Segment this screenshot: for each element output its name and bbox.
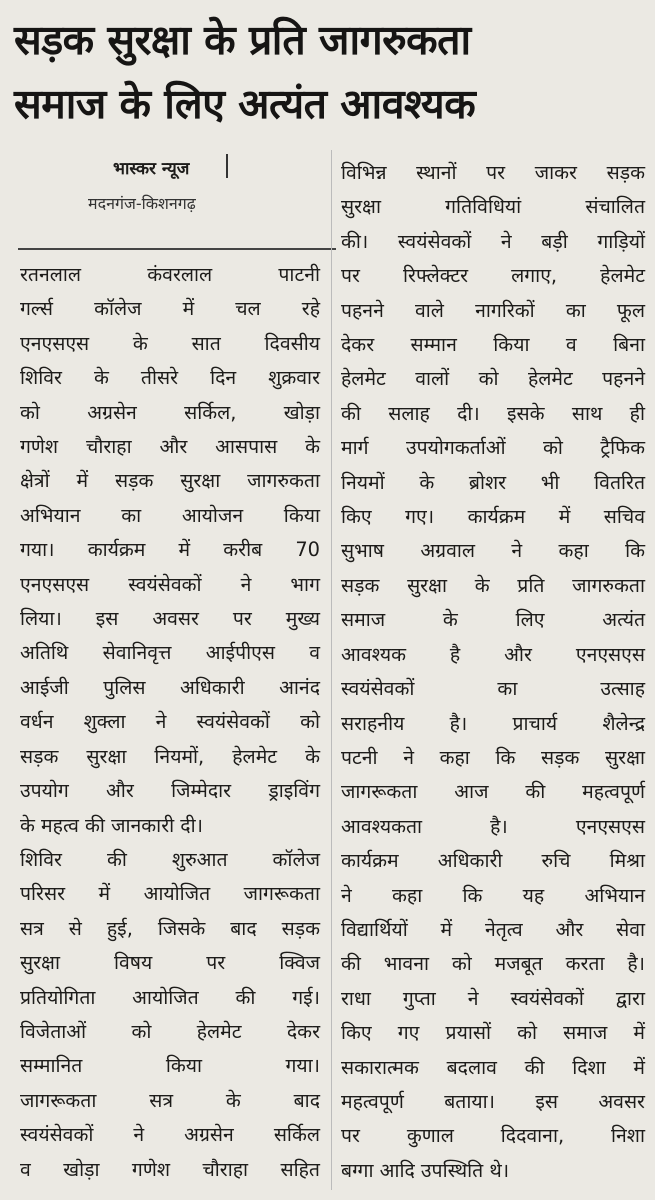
article-line: सुरक्षा गतिविधियां संचालित — [341, 195, 645, 219]
article-line: क्षेत्रों में सड़क सुरक्षा जागरुकता — [20, 469, 320, 493]
byline — [18, 152, 328, 232]
article-line: नियमों के ब्रोशर भी वितरित — [341, 470, 645, 494]
article-line: के महत्व की जानकारी दी। — [20, 813, 203, 837]
article-line: लिया। इस अवसर पर मुख्य — [20, 607, 320, 631]
article-line: बग्गा आदि उपस्थिति थे। — [341, 1158, 510, 1182]
article-column-2 — [341, 156, 645, 1188]
article-line: कार्यक्रम अधिकारी रुचि मिश्रा — [341, 849, 645, 873]
article-line: एनएसएस स्वयंसेवकों ने भाग — [20, 572, 320, 596]
article-line: आवश्यक है और एनएसएस — [341, 642, 645, 666]
article-line: की। स्वयंसेवकों ने बड़ी गाड़ियों — [341, 229, 645, 253]
article-line: सुभाष अग्रवाल ने कहा कि — [341, 539, 645, 563]
article-line: गर्ल्स कॉलेज में चल रहे — [20, 297, 320, 321]
article-line: व खोड़ा गणेश चौराहा सहित — [20, 1157, 320, 1181]
article-line: स्वयंसेवकों का उत्साह — [341, 677, 645, 701]
headline-line-2: समाज के लिए अत्यंत आवश्यक — [14, 80, 476, 128]
article-line: सड़क सुरक्षा नियमों, हेलमेट के — [20, 744, 320, 768]
article-line: किए गए प्रयासों को समाज में — [341, 1021, 645, 1045]
article-line: ने कहा कि यह अभियान — [341, 883, 645, 907]
headline — [14, 8, 644, 136]
article-line: आईजी पुलिस अधिकारी आनंद — [20, 675, 320, 699]
article-line: पर कुणाल दिदवाना, निशा — [341, 1124, 645, 1148]
article-line: विद्यार्थियों में नेतृत्व और सेवा — [341, 917, 645, 941]
article-line: जागरूकता आज की महत्वपूर्ण — [341, 780, 645, 804]
byline-rule — [18, 248, 336, 250]
article-line: वर्धन शुक्ला ने स्वयंसेवकों को — [20, 710, 320, 734]
article-line: देकर सम्मान किया व बिना — [341, 333, 645, 357]
article-line: सम्मानित किया गया। — [20, 1054, 320, 1078]
article-line: उपयोग और जिम्मेदार ड्राइविंग — [20, 779, 320, 803]
article-column-1 — [20, 258, 320, 1187]
article-line: हेलमेट वालों को हेलमेट पहनने — [341, 367, 645, 391]
article-line: विजेताओं को हेलमेट देकर — [20, 1019, 320, 1043]
article-line: विभिन्न स्थानों पर जाकर सड़क — [341, 161, 645, 184]
article-line: शिविर की शुरुआत कॉलेज — [20, 847, 320, 871]
article-line: महत्वपूर्ण बताया। इस अवसर — [341, 1089, 645, 1113]
byline-agency: भास्कर न्यूज — [113, 159, 190, 179]
article-line: पटनी ने कहा कि सड़क सुरक्षा — [341, 745, 645, 769]
article-line: परिसर में आयोजित जागरूकता — [20, 882, 320, 906]
article-line: शिविर के तीसरे दिन शुक्रवार — [20, 366, 320, 390]
article-line: की सलाह दी। इसके साथ ही — [341, 401, 645, 425]
article-line: आवश्यकता है। एनएसएस — [341, 814, 645, 838]
article-line: गणेश चौराहा और आसपास के — [20, 435, 320, 459]
article-line: सकारात्मक बदलाव की दिशा में — [341, 1055, 645, 1079]
article-line: पहनने वाले नागरिकों का फूल — [341, 298, 645, 322]
article-line: समाज के लिए अत्यंत — [341, 608, 645, 632]
article-line: अतिथि सेवानिवृत्त आईपीएस व — [20, 641, 320, 665]
article-line: को अग्रसेन सर्किल, खोड़ा — [20, 400, 320, 424]
article-line: रतनलाल कंवरलाल पाटनी — [20, 263, 320, 286]
article-line: सत्र से हुई, जिसके बाद सड़क — [20, 916, 320, 940]
column-divider — [331, 150, 332, 1190]
article-line: सुरक्षा विषय पर क्विज — [20, 951, 320, 975]
article-line: मार्ग उपयोगकर्ताओं को ट्रैफिक — [341, 436, 645, 460]
article-line: पर रिफ्लेक्टर लगाए, हेलमेट — [341, 264, 645, 288]
article-line: सड़क सुरक्षा के प्रति जागरुकता — [341, 573, 645, 597]
byline-separator — [226, 154, 228, 178]
article-line: राधा गुप्ता ने स्वयंसेवकों द्वारा — [341, 986, 645, 1010]
article-line: स्वयंसेवकों ने अग्रसेन सर्किल — [20, 1123, 320, 1147]
article-line: प्रतियोगिता आयोजित की गई। — [20, 985, 320, 1009]
article-line: अभियान का आयोजन किया — [20, 503, 320, 527]
article-line: जागरूकता सत्र के बाद — [20, 1088, 320, 1112]
article-line: सराहनीय है। प्राचार्य शैलेन्द्र — [341, 711, 645, 735]
article-line: गया। कार्यक्रम में करीब 70 — [20, 538, 320, 562]
article-line: किए गए। कार्यक्रम में सचिव — [341, 505, 645, 529]
article-line: की भावना को मजबूत करता है। — [341, 952, 645, 976]
article-line: एनएसएस के सात दिवसीय — [20, 331, 320, 355]
headline-line-1: सड़क सुरक्षा के प्रति जागरुकता — [14, 16, 471, 64]
byline-place: मदनगंज-किशनगढ़ — [88, 194, 196, 213]
